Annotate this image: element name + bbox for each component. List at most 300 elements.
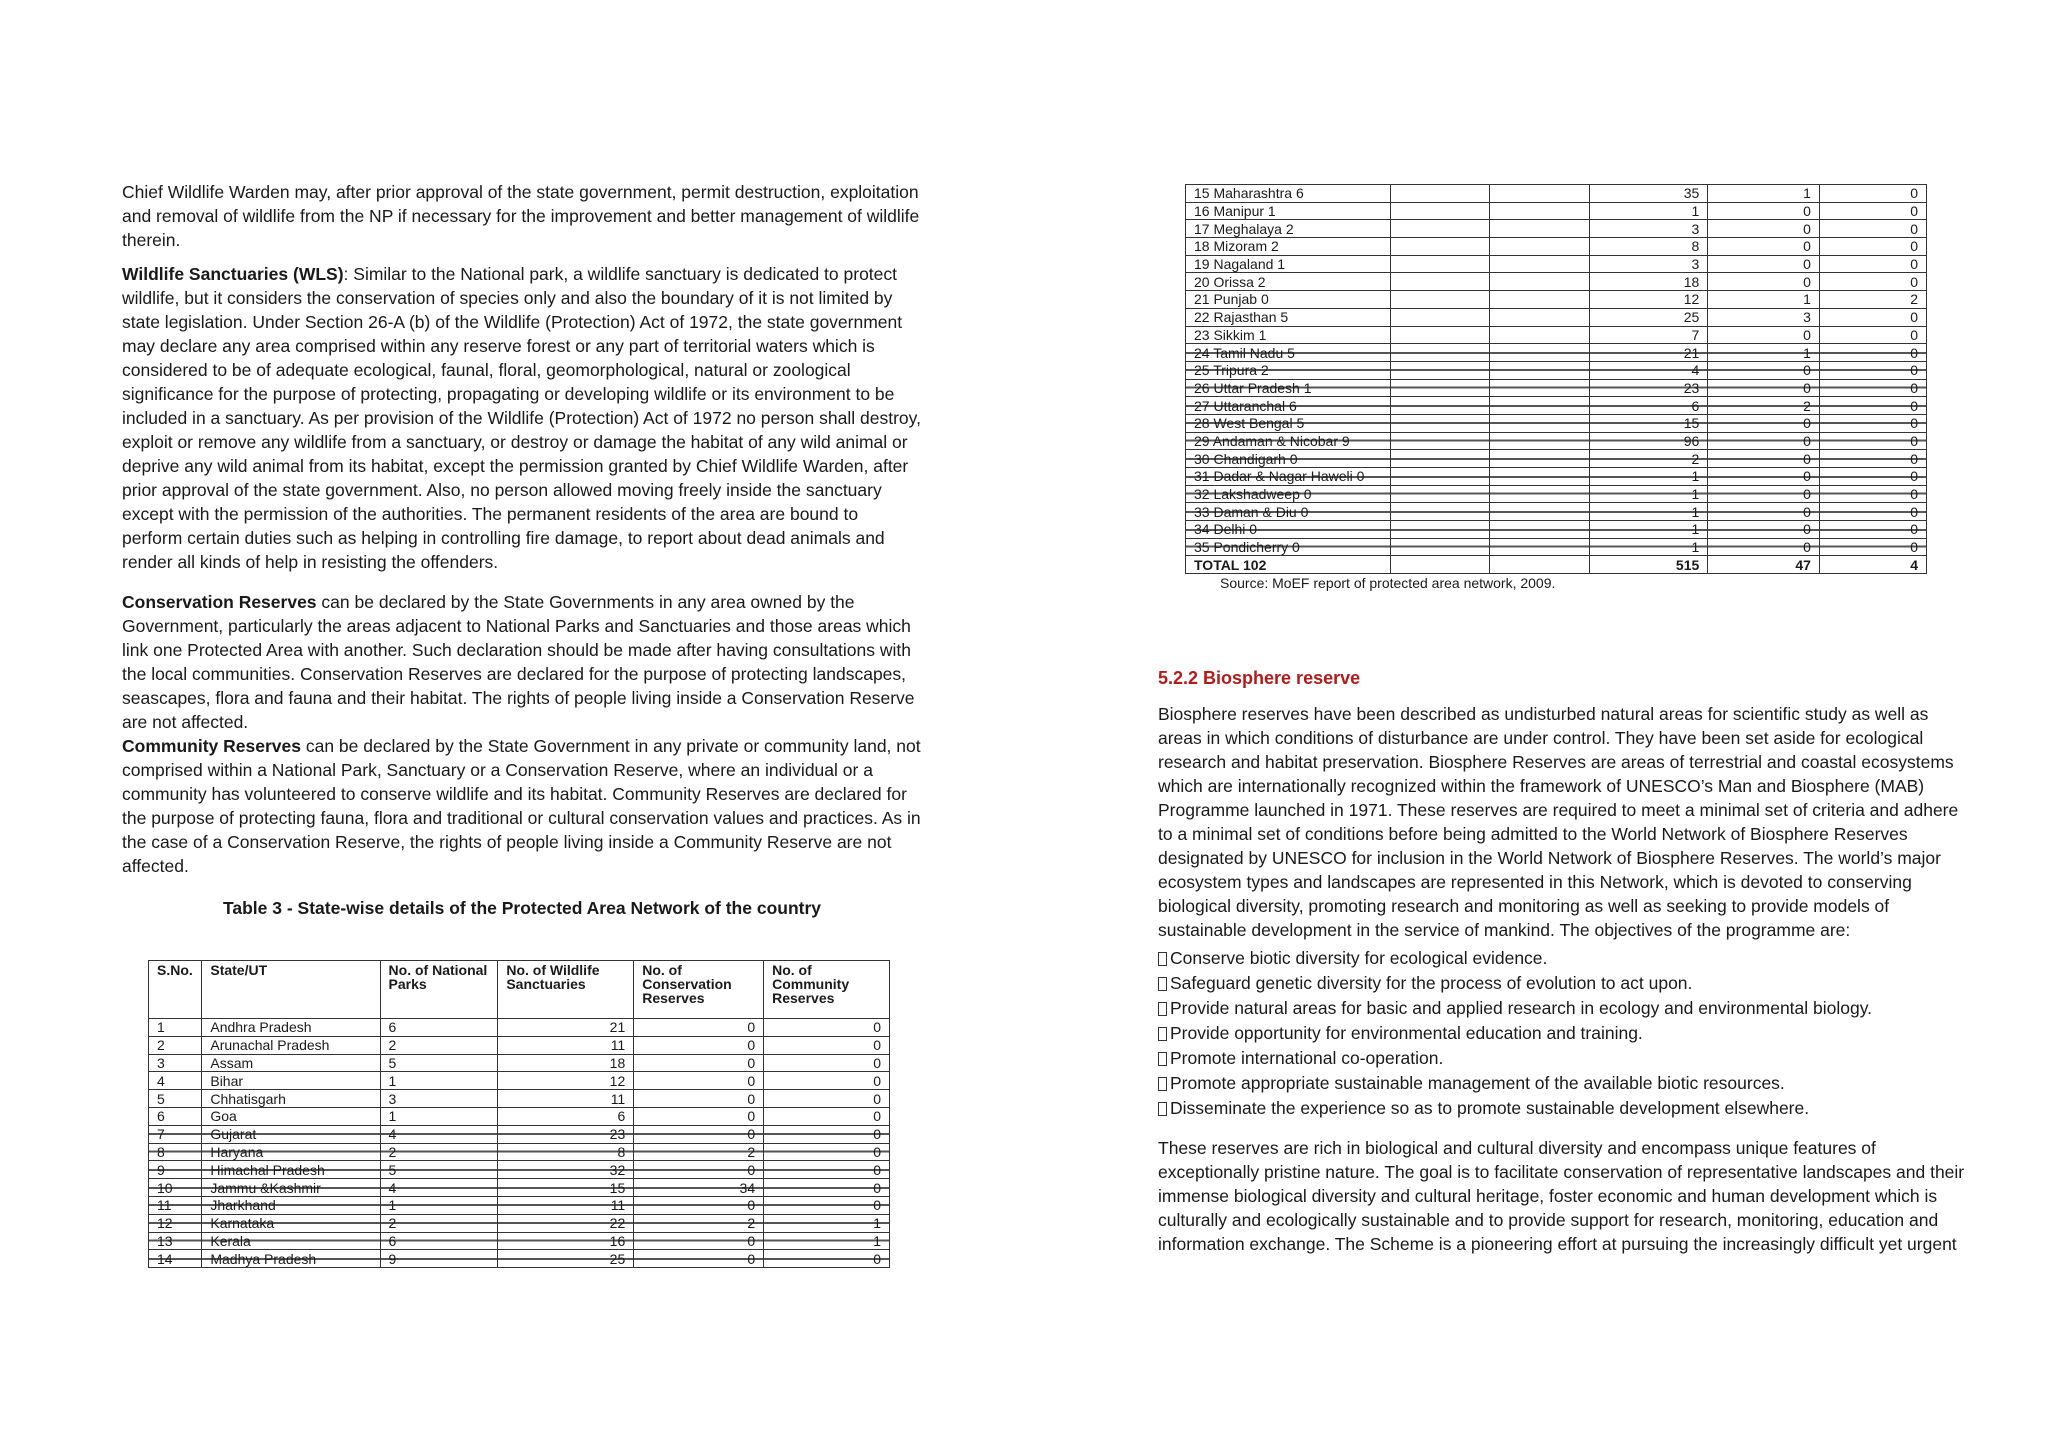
objective-item [1158, 946, 1966, 970]
table-cell: 1 [1708, 291, 1820, 309]
table-row [1186, 432, 1927, 450]
table-cell: 35 Pondicherry 0 [1186, 538, 1391, 556]
table-cell [1489, 485, 1590, 503]
table-cell: 8 [1590, 238, 1708, 256]
table-row [149, 1232, 890, 1250]
table-cell: 0 [1819, 432, 1926, 450]
objective-text: Promote international co-operation. [1170, 1048, 1444, 1068]
table-cell: 0 [634, 1019, 764, 1037]
table-cell: 0 [634, 1090, 764, 1108]
table-cell: Karnataka [202, 1214, 380, 1232]
table-cell: 16 Manipur 1 [1186, 202, 1391, 220]
table-cell: 32 [498, 1161, 634, 1179]
table-cell [1390, 255, 1489, 273]
table-cell: Haryana [202, 1143, 380, 1161]
cr-paragraph [122, 590, 922, 734]
table-cell: 2 [1708, 397, 1820, 415]
table-cell: 0 [1819, 202, 1926, 220]
table-cell [1390, 273, 1489, 291]
table-row [1186, 202, 1927, 220]
table-cell: 0 [1819, 326, 1926, 344]
table-cell [1390, 450, 1489, 468]
table-cell: 2 [1819, 291, 1926, 309]
table-cell: 0 [764, 1054, 890, 1072]
table-cell: 26 Uttar Pradesh 1 [1186, 379, 1391, 397]
bullet-box-icon [1158, 1077, 1167, 1091]
table-cell: 0 [1819, 485, 1926, 503]
table-cell: 5 [380, 1161, 498, 1179]
wls-paragraph [122, 262, 922, 574]
cr-text: can be declared by the State Governments in any area owned by the Government, particularly the areas adjacent to National Parks and Sanctuaries and those areas which link one Protected Area with another. Such declaration should be made after having consultations with the local communities. Conservation Reserves are declared for the purpose of protecting landscapes, seascapes, flora and fauna and their habitat. The rights of people living inside a Conservation Reserve are not affected. [122, 592, 915, 732]
table-row [149, 1019, 890, 1037]
table-cell: 12 [498, 1072, 634, 1090]
table-cell: 3 [1590, 255, 1708, 273]
bullet-box-icon [1158, 952, 1167, 966]
table-cell: 21 [498, 1019, 634, 1037]
table-cell [1390, 556, 1489, 574]
table-cell [1390, 344, 1489, 362]
table-cell: 33 Daman & Diu 0 [1186, 503, 1391, 521]
table-cell: 23 [1590, 379, 1708, 397]
table-cell [1489, 450, 1590, 468]
table-cell: 4 [1819, 556, 1926, 574]
table-cell: 1 [380, 1072, 498, 1090]
table-cell: 1 [1590, 202, 1708, 220]
table-row [149, 1143, 890, 1161]
wls-text: : Similar to the National park, a wildlife sanctuary is dedicated to protect wildlife, but it considers the conservation of species only and also the boundary of it is not limited by state legislation. Under Section 26-A (b) of the Wildlife (Protection) Act of 1972, the state government may declare any area comprised within any reserve forest or any part of territorial waters which is considered to be of adequate ecological, faunal, floral, geomorphological, natural or zoological significance for the purpose of protecting, propagating or developing wildlife or its environment to be included in a sanctuary. As per provision of the Wildlife (Protection) Act of 1972 no person shall destroy, exploit or remove any wildlife from a sanctuary, or destroy or damage the habitat of any wild animal or deprive any wild animal from its habitat, except the permission granted by Chief Wildlife Warden, after prior approval of the state government. Also, no person allowed moving freely inside the sanctuary except with the permission of the authorities. The permanent residents of the area are bound to perform certain duties such as helping in controlling fire damage, to report about dead animals and render all kinds of help in resisting the offenders. [122, 264, 921, 572]
table-cell: 0 [764, 1107, 890, 1125]
objective-item [1158, 1096, 1966, 1120]
table-cell: 0 [764, 1250, 890, 1268]
table-row [1186, 414, 1927, 432]
table-cell: 0 [1708, 202, 1820, 220]
table-cell [1489, 503, 1590, 521]
table-cell: 0 [764, 1019, 890, 1037]
table-cell: Chhatisgarh [202, 1090, 380, 1108]
table-cell: 1 [380, 1107, 498, 1125]
table-cell: 0 [634, 1161, 764, 1179]
table-row [1186, 361, 1927, 379]
table-cell [1489, 538, 1590, 556]
header-state: State/UT [202, 961, 380, 1019]
table-row [1186, 521, 1927, 539]
table-cell: 8 [498, 1143, 634, 1161]
table-row [1186, 397, 1927, 415]
table-cell: 2 [1590, 450, 1708, 468]
table-cell: 1 [1590, 521, 1708, 539]
table-row [1186, 450, 1927, 468]
table-cell [1390, 361, 1489, 379]
table-cell [1390, 521, 1489, 539]
table-row [1186, 255, 1927, 273]
table-row [149, 1107, 890, 1125]
table-cell: 0 [634, 1054, 764, 1072]
table-cell [1390, 291, 1489, 309]
table-cell: 12 [1590, 291, 1708, 309]
table-row [1186, 468, 1927, 486]
table-cell [1390, 468, 1489, 486]
table-cell: 0 [764, 1072, 890, 1090]
table-cell [1489, 185, 1590, 203]
objectives-list [1158, 946, 1966, 1120]
table-cell: 9 [380, 1250, 498, 1268]
table-row [149, 1161, 890, 1179]
table-cell: 19 Nagaland 1 [1186, 255, 1391, 273]
table-cell [1489, 291, 1590, 309]
table-cell: 5 [149, 1090, 202, 1108]
table-row [1186, 308, 1927, 326]
comr-term: Community Reserves [122, 736, 301, 756]
table-cell: 21 [1590, 344, 1708, 362]
table-row [1186, 344, 1927, 362]
table-header-row [149, 961, 890, 1019]
table-row [1186, 503, 1927, 521]
table-cell: 28 West Bengal 5 [1186, 414, 1391, 432]
table-cell: 4 [1590, 361, 1708, 379]
table-cell: 18 [498, 1054, 634, 1072]
table-cell [1390, 414, 1489, 432]
objective-item [1158, 1071, 1966, 1095]
table-cell [1489, 468, 1590, 486]
table-row [1186, 291, 1927, 309]
bullet-box-icon [1158, 1102, 1167, 1116]
table-cell: 96 [1590, 432, 1708, 450]
table-row [1186, 185, 1927, 203]
table-row [149, 1125, 890, 1143]
section-heading: 5.2.2 Biosphere reserve [1158, 668, 1361, 688]
table-cell: 30 Chandigarh 0 [1186, 450, 1391, 468]
table-cell: 0 [634, 1125, 764, 1143]
table-cell: 0 [1819, 450, 1926, 468]
table-row [1186, 220, 1927, 238]
table-cell: 35 [1590, 185, 1708, 203]
table-cell: 3 [1708, 308, 1820, 326]
bullet-box-icon [1158, 1002, 1167, 1016]
table-cell: 11 [498, 1196, 634, 1214]
table-cell: 23 Sikkim 1 [1186, 326, 1391, 344]
table-cell [1390, 538, 1489, 556]
table-cell: 0 [1708, 326, 1820, 344]
table-cell: 7 [1590, 326, 1708, 344]
table-cell: 6 [498, 1107, 634, 1125]
table-cell: 24 Tamil Nadu 5 [1186, 344, 1391, 362]
table-cell: 1 [380, 1196, 498, 1214]
table-cell: 6 [380, 1019, 498, 1037]
header-community-reserves: No. of Community Reserves [764, 961, 890, 1019]
table-cell: 27 Uttaranchal 6 [1186, 397, 1391, 415]
table-cell: 0 [1819, 521, 1926, 539]
table-cell: 0 [634, 1072, 764, 1090]
table-cell [1390, 308, 1489, 326]
table-cell: 0 [764, 1196, 890, 1214]
objective-item [1158, 996, 1966, 1020]
table-cell: 7 [149, 1125, 202, 1143]
table-cell [1390, 397, 1489, 415]
header-conservation-reserves: No. of Conservation Reserves [634, 961, 764, 1019]
objective-text: Conserve biotic diversity for ecological evidence. [1170, 948, 1548, 968]
table-cell: 0 [1708, 468, 1820, 486]
objective-text: Provide natural areas for basic and applied research in ecology and environmental biology. [1170, 998, 1873, 1018]
table-cell: 25 [1590, 308, 1708, 326]
table-cell [1489, 397, 1590, 415]
table-row [149, 1214, 890, 1232]
table-row [149, 1196, 890, 1214]
table-cell: 1 [1708, 185, 1820, 203]
table-total-row [1186, 556, 1927, 574]
table-cell [1390, 503, 1489, 521]
table-cell: 17 Meghalaya 2 [1186, 220, 1391, 238]
table-cell: Himachal Pradesh [202, 1161, 380, 1179]
table-cell [1489, 273, 1590, 291]
table-cell [1489, 238, 1590, 256]
table-cell: 1 [1590, 503, 1708, 521]
table-cell: 4 [380, 1125, 498, 1143]
table-cell: 0 [1708, 273, 1820, 291]
table-cell [1390, 238, 1489, 256]
table-cell: Jammu &Kashmir [202, 1179, 380, 1197]
table-cell: 0 [634, 1196, 764, 1214]
table-cell: 18 [1590, 273, 1708, 291]
table-cell [1489, 344, 1590, 362]
table-row [1186, 238, 1927, 256]
table-cell: 23 [498, 1125, 634, 1143]
table-cell: 3 [149, 1054, 202, 1072]
table-cell [1489, 556, 1590, 574]
table-cell: 34 Delhi 0 [1186, 521, 1391, 539]
table-cell [1489, 521, 1590, 539]
table-cell: Bihar [202, 1072, 380, 1090]
table-cell: 1 [149, 1019, 202, 1037]
table-cell: 4 [149, 1072, 202, 1090]
table-cell: 13 [149, 1232, 202, 1250]
table-cell: 0 [1819, 468, 1926, 486]
table-cell: 22 [498, 1214, 634, 1232]
table-cell [1390, 432, 1489, 450]
table-cell: 0 [1819, 503, 1926, 521]
table-cell: 0 [1708, 361, 1820, 379]
table-cell: 2 [634, 1143, 764, 1161]
table-cell [1489, 308, 1590, 326]
table-cell: 21 Punjab 0 [1186, 291, 1391, 309]
table-cell: 25 [498, 1250, 634, 1268]
table-cell: 0 [1708, 379, 1820, 397]
header-national-parks: No. of National Parks [380, 961, 498, 1019]
header-sno: S.No. [149, 961, 202, 1019]
table-cell: 0 [1708, 238, 1820, 256]
table-cell: 1 [1590, 485, 1708, 503]
table-cell: 0 [1819, 238, 1926, 256]
table-cell: 1 [764, 1214, 890, 1232]
bullet-box-icon [1158, 977, 1167, 991]
table-row [149, 1090, 890, 1108]
table-cell: 4 [380, 1179, 498, 1197]
table-cell: 0 [1819, 397, 1926, 415]
objective-text: Provide opportunity for environmental education and training. [1170, 1023, 1643, 1043]
table-cell: TOTAL 102 [1186, 556, 1391, 574]
wls-term: Wildlife Sanctuaries (WLS) [122, 264, 344, 284]
table-cell: 0 [634, 1250, 764, 1268]
table-cell: 0 [1708, 521, 1820, 539]
table-cell: 25 Tripura 2 [1186, 361, 1391, 379]
table-cell: 6 [149, 1107, 202, 1125]
table-cell: 15 Maharashtra 6 [1186, 185, 1391, 203]
right-column [1158, 666, 1966, 1256]
table-cell: 0 [1708, 255, 1820, 273]
table-row [149, 1250, 890, 1268]
table-cell: 9 [149, 1161, 202, 1179]
table-cell: 11 [498, 1090, 634, 1108]
table-cell: 1 [1590, 538, 1708, 556]
table-cell: 6 [1590, 397, 1708, 415]
table-cell: 11 [149, 1196, 202, 1214]
table-cell: 6 [380, 1232, 498, 1250]
biosphere-paragraph: Biosphere reserves have been described as undisturbed natural areas for scientific study as well as areas in which conditions of disturbance are under control. They have been set aside for ecological research and habitat preservation. Biosphere Reserves are areas of terrestrial and coastal ecosystems which are internationally recognized within the framework of UNESCO’s Man and Biosphere (MAB) Programme launched in 1971. These reserves are required to meet a minimal set of criteria and adhere to a minimal set of conditions before being admitted to the World Network of Biosphere Reserves designated by UNESCO for inclusion in the World Network of Biosphere Reserves. The world’s major ecosystem types and landscapes are represented in this Network, which is devoted to conserving biological diversity, promoting research and monitoring as well as seeking to provide models of sustainable development in the service of mankind. The objectives of the programme are: [1158, 704, 1959, 940]
table-cell: 8 [149, 1143, 202, 1161]
table-cell: 32 Lakshadweep 0 [1186, 485, 1391, 503]
table-cell: Arunachal Pradesh [202, 1036, 380, 1054]
comr-paragraph [122, 734, 922, 878]
table-cell: 0 [1819, 220, 1926, 238]
table-cell: 22 Rajasthan 5 [1186, 308, 1391, 326]
table-cell [1489, 255, 1590, 273]
table-cell: Madhya Pradesh [202, 1250, 380, 1268]
table-cell [1489, 379, 1590, 397]
table-cell: 0 [764, 1143, 890, 1161]
table-cell [1489, 326, 1590, 344]
table-cell: 0 [1708, 450, 1820, 468]
table-cell: 1 [764, 1232, 890, 1250]
table-cell: 18 Mizoram 2 [1186, 238, 1391, 256]
table-cell: 15 [1590, 414, 1708, 432]
table-cell [1390, 485, 1489, 503]
table-cell: 0 [1708, 220, 1820, 238]
table-cell: 0 [1708, 414, 1820, 432]
table-cell: 31 Dadar & Nagar Haweli 0 [1186, 468, 1391, 486]
table-cell: 2 [149, 1036, 202, 1054]
table-cell: 16 [498, 1232, 634, 1250]
table-source: Source: MoEF report of protected area network, 2009. [1220, 575, 1556, 591]
table-cell: 0 [764, 1161, 890, 1179]
table-cell: 15 [498, 1179, 634, 1197]
table-cell: 0 [1819, 185, 1926, 203]
table-row [1186, 379, 1927, 397]
table-cell: 0 [764, 1036, 890, 1054]
table-cell: 2 [380, 1214, 498, 1232]
table-row [149, 1072, 890, 1090]
header-wildlife-sanctuaries: No. of Wildlife Sanctuaries [498, 961, 634, 1019]
table-cell: Gujarat [202, 1125, 380, 1143]
table-row [1186, 485, 1927, 503]
bullet-box-icon [1158, 1052, 1167, 1066]
table-cell [1489, 432, 1590, 450]
table-caption: Table 3 - State-wise details of the Protected Area Network of the country [222, 898, 822, 918]
table-cell: 0 [1708, 503, 1820, 521]
table-cell: 12 [149, 1214, 202, 1232]
table-row [1186, 538, 1927, 556]
table-cell: 5 [380, 1054, 498, 1072]
objective-item [1158, 1046, 1966, 1070]
table-cell: 0 [634, 1107, 764, 1125]
table-cell: 0 [1819, 308, 1926, 326]
table-cell [1390, 185, 1489, 203]
table-cell [1390, 379, 1489, 397]
table-cell [1489, 414, 1590, 432]
table-cell: 0 [764, 1090, 890, 1108]
table-cell: 0 [764, 1125, 890, 1143]
table-cell: 11 [498, 1036, 634, 1054]
table-cell: Goa [202, 1107, 380, 1125]
table-cell: Assam [202, 1054, 380, 1072]
objective-text: Promote appropriate sustainable management of the available biotic resources. [1170, 1073, 1785, 1093]
left-column [122, 180, 922, 920]
table-cell: 0 [1819, 344, 1926, 362]
table-cell: 0 [634, 1232, 764, 1250]
table-row [149, 1179, 890, 1197]
cr-term: Conservation Reserves [122, 592, 317, 612]
intro-paragraph: Chief Wildlife Warden may, after prior approval of the state government, permit destruction, exploitation and removal of wildlife from the NP if necessary for the improvement and better management of wildlife therein. [122, 182, 920, 250]
table-cell: 0 [1819, 414, 1926, 432]
objective-item [1158, 971, 1966, 995]
table-cell: 0 [764, 1179, 890, 1197]
table-cell: 10 [149, 1179, 202, 1197]
table-cell: 34 [634, 1179, 764, 1197]
table-row [149, 1036, 890, 1054]
table-cell: 0 [1819, 273, 1926, 291]
objective-text: Disseminate the experience so as to promote sustainable development elsewhere. [1170, 1098, 1810, 1118]
table-cell: 0 [1819, 361, 1926, 379]
table-cell: Andhra Pradesh [202, 1019, 380, 1037]
table-row [149, 1054, 890, 1072]
table-cell: 0 [1708, 432, 1820, 450]
biosphere-paragraph-2: These reserves are rich in biological and cultural diversity and encompass unique features of exceptionally pristine nature. The goal is to facilitate conservation of representative landscapes and their immense biological diversity and cultural heritage, foster economic and human development which is culturally and ecologically sustainable and to provide support for research, monitoring, education and information exchange. The Scheme is a pioneering effort at pursuing the increasingly difficult yet urgent [1158, 1138, 1965, 1254]
table-cell: 0 [1708, 538, 1820, 556]
objective-text: Safeguard genetic diversity for the process of evolution to act upon. [1170, 973, 1693, 993]
table-cell [1390, 220, 1489, 238]
table-row [1186, 326, 1927, 344]
table-cell: 29 Andaman & Nicobar 9 [1186, 432, 1391, 450]
table-cell: 2 [634, 1214, 764, 1232]
table-cell [1489, 361, 1590, 379]
table-cell: 0 [634, 1036, 764, 1054]
table-cell: 0 [1819, 255, 1926, 273]
table-cell: 1 [1590, 468, 1708, 486]
bullet-box-icon [1158, 1027, 1167, 1041]
table-cell: 1 [1708, 344, 1820, 362]
table-cell [1390, 202, 1489, 220]
table-cell [1489, 220, 1590, 238]
table-cell: 2 [380, 1143, 498, 1161]
table-cell: 0 [1708, 485, 1820, 503]
table-cell: 0 [1819, 379, 1926, 397]
table-cell [1489, 202, 1590, 220]
protected-area-table-part1 [148, 960, 890, 1268]
table-row [1186, 273, 1927, 291]
protected-area-table-part2 [1185, 184, 1927, 574]
table-cell: 2 [380, 1036, 498, 1054]
table-cell: Kerala [202, 1232, 380, 1250]
table-cell: 14 [149, 1250, 202, 1268]
table-cell [1390, 326, 1489, 344]
objective-item [1158, 1021, 1966, 1045]
table-cell: 515 [1590, 556, 1708, 574]
table-cell: Jharkhand [202, 1196, 380, 1214]
table-cell: 0 [1819, 538, 1926, 556]
table-cell: 3 [380, 1090, 498, 1108]
table-cell: 47 [1708, 556, 1820, 574]
comr-text: can be declared by the State Government in any private or community land, not comprised within a National Park, Sanctuary or a Conservation Reserve, where an individual or a community has volunteered to conserve wildlife and its habitat. Community Reserves are declared for the purpose of protecting fauna, flora and traditional or cultural conservation values and practices. As in the case of a Conservation Reserve, the rights of people living inside a Community Reserve are not affected. [122, 736, 921, 876]
table-cell: 20 Orissa 2 [1186, 273, 1391, 291]
table-cell: 3 [1590, 220, 1708, 238]
